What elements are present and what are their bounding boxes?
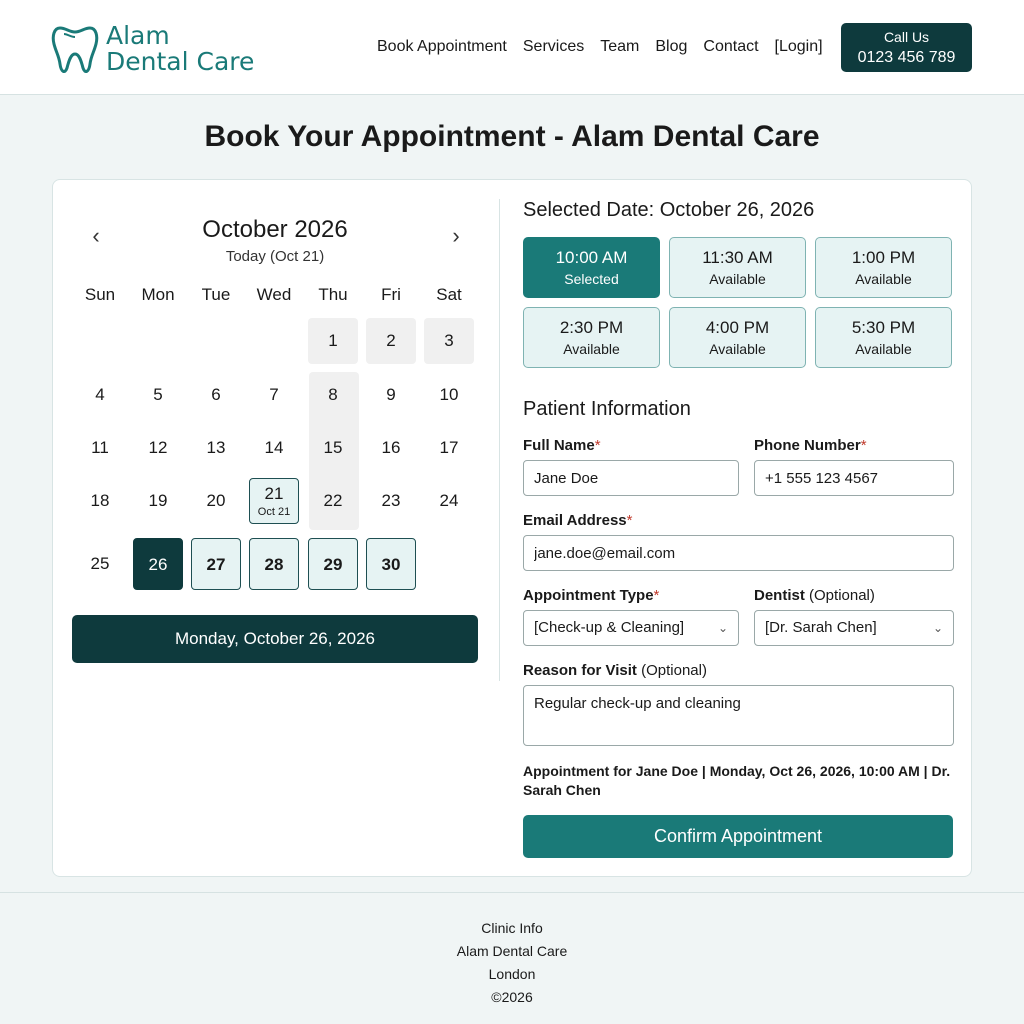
calendar-day[interactable]: 16 [381,438,401,457]
selected-date-bar: Monday, October 26, 2026 [72,615,478,663]
full-name-input[interactable] [523,460,739,496]
call-us-number: 0123 456 789 [857,49,956,66]
nav-services[interactable]: Services [522,38,585,55]
chevron-down-icon: ⌄ [717,621,728,635]
chevron-down-icon: ⌄ [932,621,943,635]
calendar-day[interactable]: 14 [264,438,284,457]
calendar-day[interactable]: 15 [323,438,343,457]
calendar-day[interactable]: 2 [366,318,416,364]
calendar-day[interactable]: 28 [249,538,299,590]
logo-tagline: Dental Care [106,47,255,76]
calendar-day[interactable]: 10 [439,385,459,404]
calendar-day[interactable]: 6 [211,385,221,404]
calendar-day[interactable]: 13 [206,438,226,457]
chevron-left-icon[interactable]: ‹ [92,223,100,248]
calendar-day[interactable]: 8 [328,385,338,404]
time-slot-time: 1:00 PM [851,248,916,267]
weekday-header: Mon [141,285,175,304]
footer-copyright: ©2026 [491,989,533,1005]
full-name-label: Full Name* [523,437,601,454]
calendar-day[interactable]: 29 [308,538,358,590]
site-header [0,0,1024,95]
nav-contact[interactable]: Contact [703,38,759,55]
calendar-day[interactable]: 11 [91,438,109,457]
weekday-header: Sat [436,285,462,304]
calendar-day[interactable]: 27 [191,538,241,590]
dentist-label: Dentist (Optional) [754,587,875,604]
logo-name: Alam [106,21,170,50]
selected-date-heading: Selected Date: October 26, 2026 [523,199,815,221]
nav-login[interactable]: [Login] [774,38,823,55]
email-input[interactable] [523,535,954,571]
dentist-select[interactable] [754,610,954,646]
appointment-type-select[interactable] [523,610,739,646]
appointment-type-value: [Check-up & Cleaning] [534,619,685,636]
time-slot-time: 5:30 PM [851,318,916,337]
appointment-summary: Appointment for Jane Doe | Monday, Oct 26, 2026, 10:00 AM | Dr. Sarah Chen [523,763,951,798]
calendar-day[interactable]: 9 [386,385,396,404]
time-slot[interactable] [523,307,660,368]
calendar-day[interactable]: 30 [366,538,416,590]
calendar-day[interactable]: 3 [424,318,474,364]
appointment-type-label: Appointment Type* [523,587,660,604]
reason-label: Reason for Visit (Optional) [523,662,707,679]
calendar-day[interactable]: 1 [308,318,358,364]
dentist-value: [Dr. Sarah Chen] [765,619,877,636]
card-divider [499,199,500,681]
footer-location: London [488,966,536,982]
calendar-day[interactable]: 7 [269,385,279,404]
footer-clinic-name: Alam Dental Care [456,943,568,959]
calendar-day-selected[interactable]: 26 [133,538,183,590]
time-slot-status: Available [855,271,912,287]
time-slot-status: Available [709,271,766,287]
patient-info-title: Patient Information [523,398,691,420]
call-us-button[interactable] [841,23,972,72]
main-nav [377,38,839,56]
calendar-day[interactable]: 23 [381,491,401,510]
calendar-day[interactable]: 12 [148,438,168,457]
call-us-label: Call Us [883,29,930,45]
confirm-appointment-button[interactable]: Confirm Appointment [523,815,953,858]
weekday-header: Wed [256,285,292,304]
nav-team[interactable]: Team [600,38,640,55]
calendar-month: October 2026 [202,216,348,243]
time-slot-time: 4:00 PM [705,318,770,337]
calendar-day[interactable]: 5 [153,385,163,404]
time-slot-status: Selected [564,271,619,287]
calendar-day[interactable]: 4 [95,385,105,404]
weekday-header: Sun [84,285,116,304]
chevron-right-icon[interactable]: › [452,223,460,248]
time-slot-status: Available [563,341,620,357]
reason-textarea[interactable] [523,685,954,746]
time-slot[interactable] [523,237,660,298]
phone-input[interactable] [754,460,954,496]
time-slot[interactable] [669,307,806,368]
phone-label: Phone Number* [754,437,867,454]
site-footer [0,892,1024,1024]
calendar-day[interactable]: 19 [148,491,168,510]
time-slot[interactable] [815,307,952,368]
calendar-day[interactable]: 18 [90,491,110,510]
calendar-day[interactable]: 17 [439,438,459,457]
page-title: Book Your Appointment - Alam Dental Care [204,120,820,153]
nav-book-appointment[interactable]: Book Appointment [377,38,507,55]
calendar-day[interactable]: 25 [90,554,110,573]
footer-clinic-info: Clinic Info [481,920,543,936]
calendar-today: Today (Oct 21) [225,248,325,265]
time-slot[interactable] [815,237,952,298]
calendar-day[interactable]: 22 [323,491,343,510]
logo[interactable] [50,22,254,76]
time-slot-time: 11:30 AM [702,248,773,267]
time-slot-status: Available [709,341,766,357]
time-slot[interactable] [669,237,806,298]
tooth-icon [50,22,100,76]
nav-blog[interactable]: Blog [655,38,688,55]
calendar-day[interactable]: 24 [439,491,459,510]
time-slot-time: 10:00 AM [555,248,628,267]
time-slot-status: Available [855,341,912,357]
weekday-header: Tue [201,285,231,304]
calendar-day[interactable]: 20 [206,491,226,510]
weekday-header: Fri [381,285,401,304]
calendar-day-today[interactable]: 21 Oct 21 [249,478,299,524]
email-label: Email Address* [523,512,633,529]
time-slot-time: 2:30 PM [559,318,624,337]
weekday-header: Thu [318,285,348,304]
